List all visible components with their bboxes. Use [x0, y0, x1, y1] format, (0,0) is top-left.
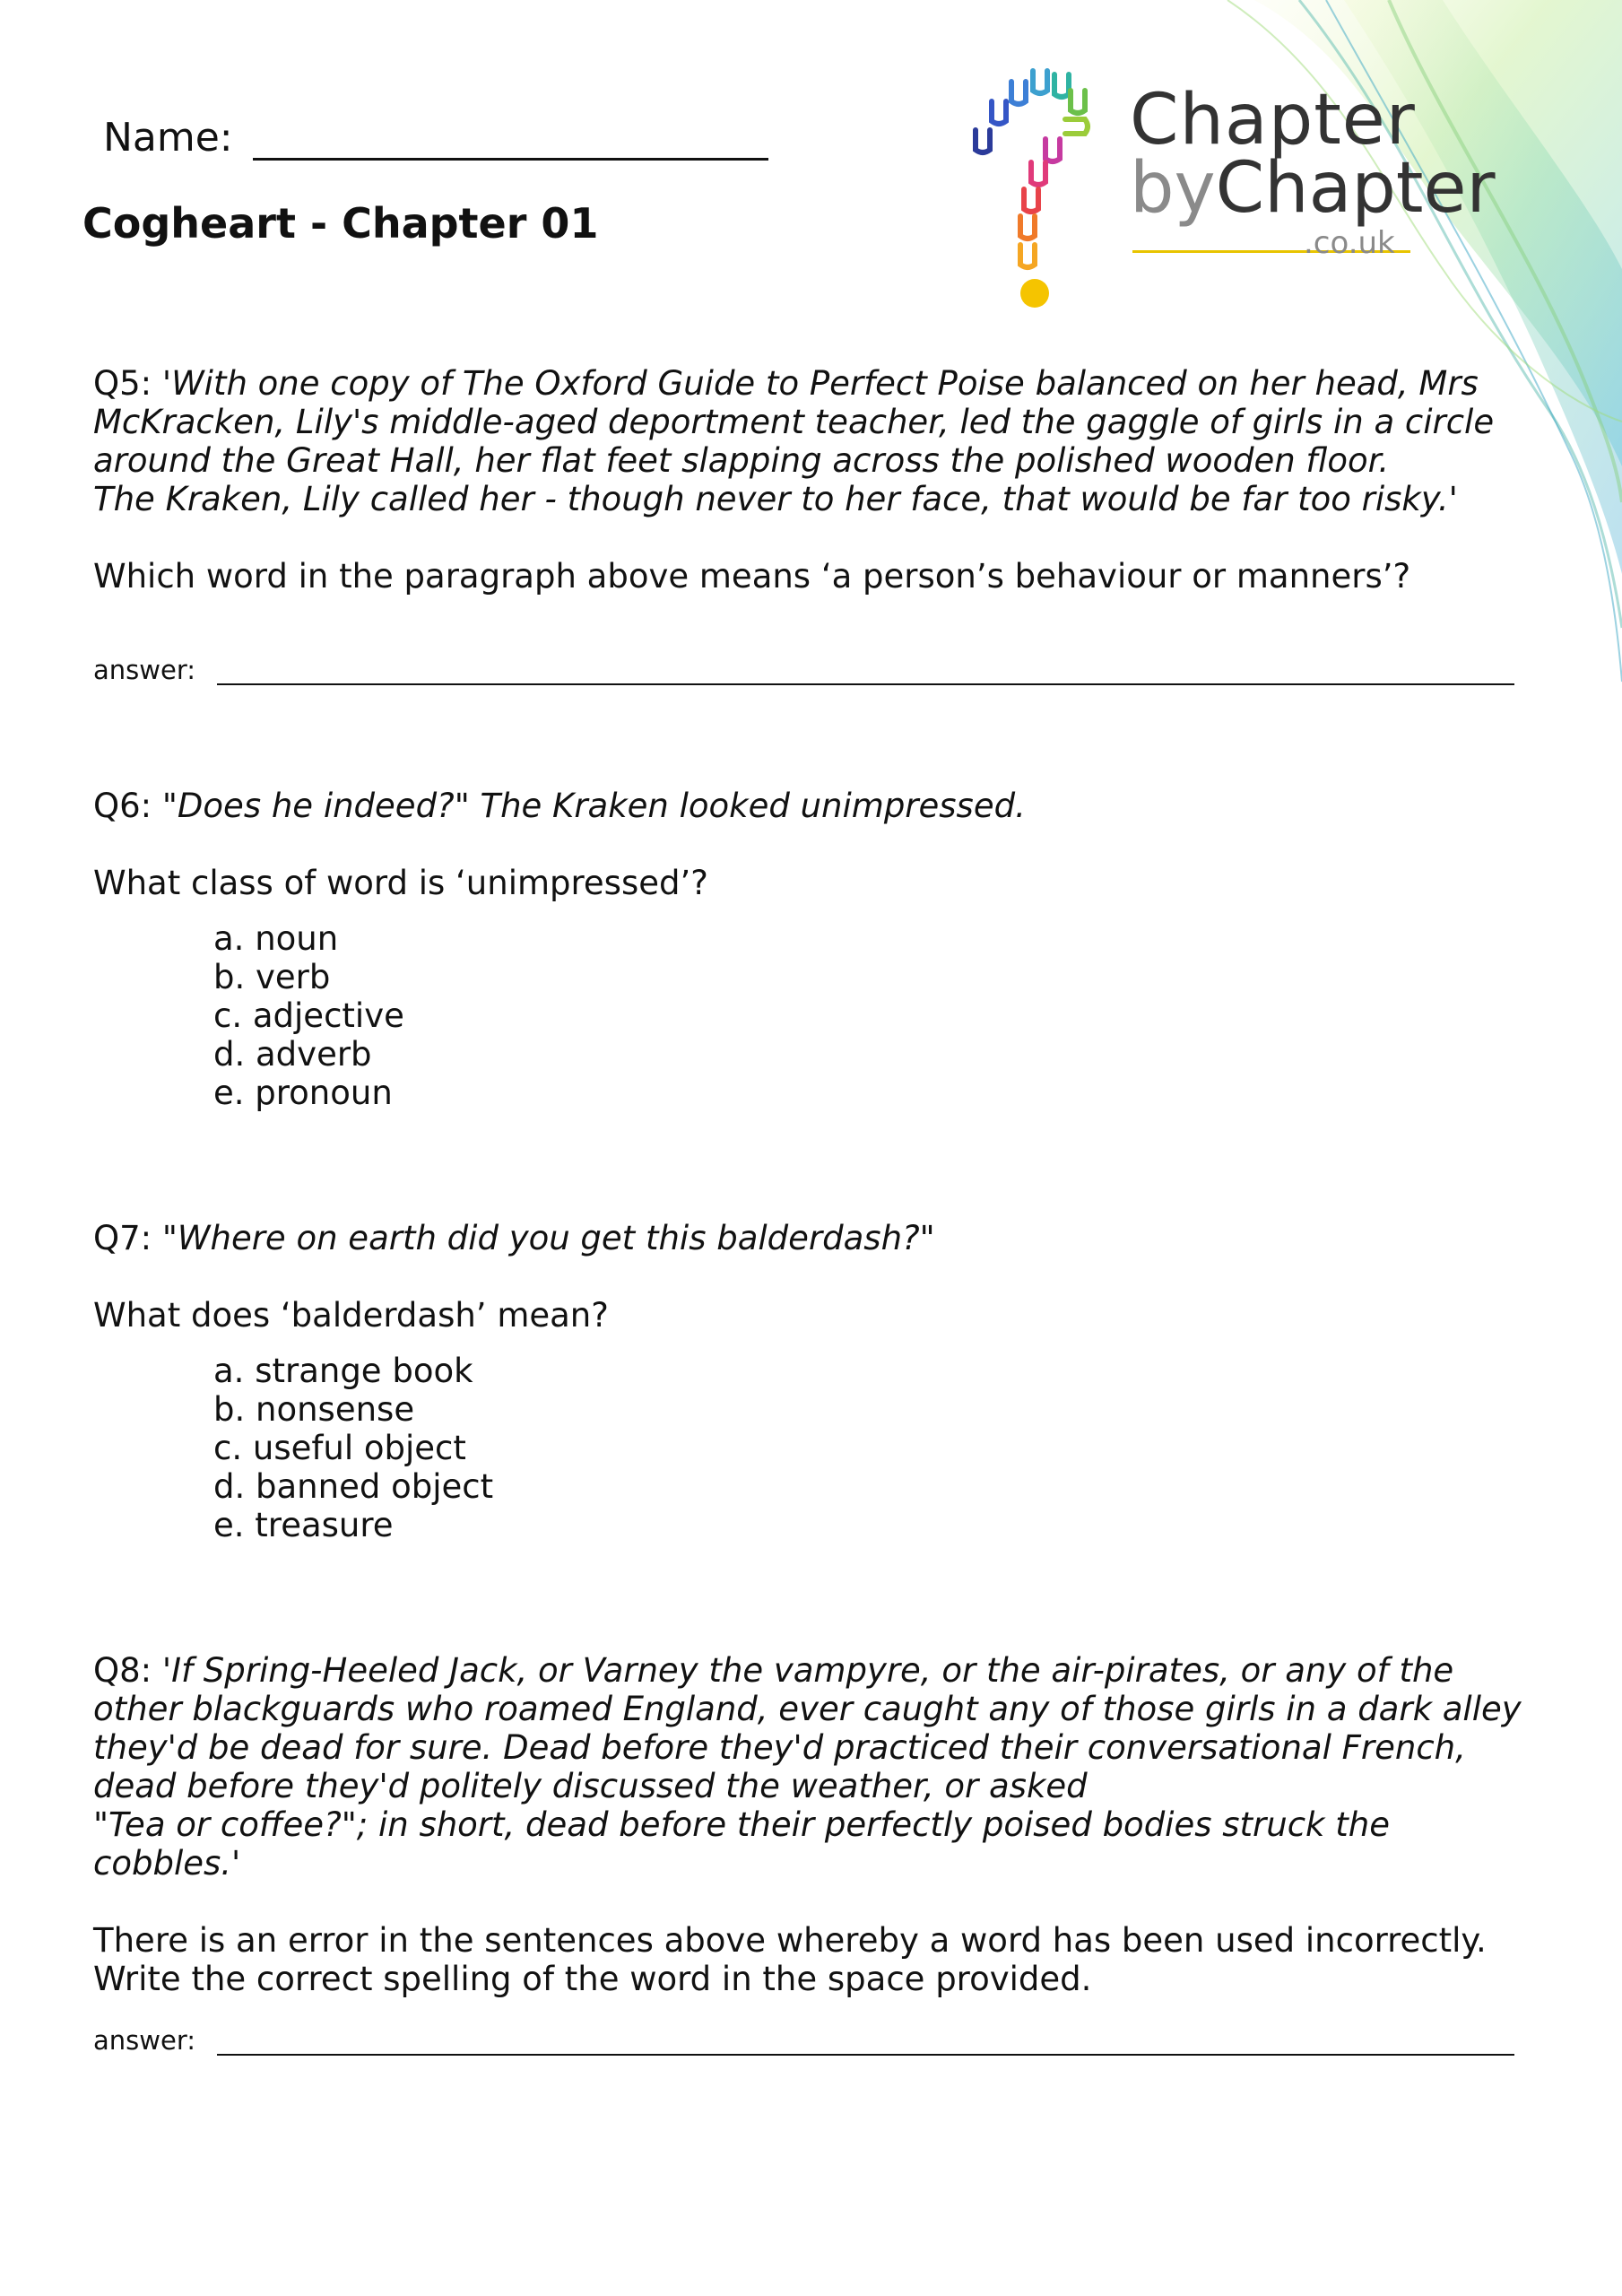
- options-list-q7: [213, 1352, 1546, 1544]
- question-quote: "Does he indeed?" The Kraken looked unimpressed.: [161, 787, 1026, 825]
- option-item[interactable]: c. adjective: [213, 996, 404, 1035]
- question-number: Q6:: [93, 787, 152, 825]
- question-q5: [93, 364, 1546, 596]
- option-item[interactable]: e. pronoun: [213, 1074, 393, 1112]
- question-quote: 'If Spring-Heeled Jack, or Varney the vampyre, or the air-pirates, or any of the other blackguards who roamed England, ever caught any of those girls in a dark alley they'd be dead for sure. Dead before they'd practiced their conversational French, dead before they'd politely discussed the weather, or asked "Tea or coffee?"; in short, dead before their perfectly poised bodies struck the cobbles.': [93, 1651, 1522, 1883]
- answer-label: answer:: [93, 655, 196, 685]
- option-item[interactable]: d. adverb: [213, 1035, 372, 1074]
- option-item[interactable]: b. nonsense: [213, 1390, 415, 1429]
- question-q8: [93, 1651, 1546, 1998]
- answer-field-q5[interactable]: [217, 657, 1514, 685]
- chapter-by-chapter-logo: [959, 49, 1533, 318]
- question-number: Q5:: [93, 364, 152, 403]
- option-item[interactable]: d. banned object: [213, 1467, 494, 1506]
- name-row: [103, 115, 768, 161]
- question-number: Q7:: [93, 1219, 152, 1257]
- answer-label: answer:: [93, 2025, 196, 2056]
- option-item[interactable]: a. strange book: [213, 1352, 473, 1390]
- option-item[interactable]: c. useful object: [213, 1429, 466, 1467]
- question-prompt: Which word in the paragraph above means ‘a person’s behaviour or manners’?: [93, 557, 1411, 596]
- logo-chapter-text: Chapter: [1130, 80, 1416, 161]
- logo-wordmark: [1130, 80, 1496, 229]
- question-prompt: What class of word is ‘unimpressed’?: [93, 864, 708, 902]
- name-label: Name:: [103, 115, 233, 161]
- answer-field-q8[interactable]: [217, 2027, 1514, 2056]
- question-q6: [93, 787, 1546, 1112]
- logo-by-text: by: [1130, 148, 1216, 229]
- name-field[interactable]: [253, 118, 768, 161]
- question-mark-books-icon: [959, 49, 1121, 318]
- question-prompt: What does ‘balderdash’ mean?: [93, 1296, 609, 1335]
- answer-row-q5: [93, 655, 1514, 685]
- option-item[interactable]: a. noun: [213, 919, 339, 958]
- options-list-q6: [213, 919, 1546, 1112]
- question-quote: "Where on earth did you get this balderdash?": [161, 1219, 935, 1257]
- answer-row-q8: [93, 2025, 1514, 2056]
- logo-chapter-text-2: Chapter: [1215, 148, 1496, 229]
- question-q7: [93, 1219, 1546, 1544]
- page-title: Cogheart - Chapter 01: [82, 199, 599, 248]
- question-quote: 'With one copy of The Oxford Guide to Perfect Poise balanced on her head, Mrs McKracken, Lily's middle-aged deportment teacher, led the gaggle of girls in a circle around the Great Hall, her flat feet slapping across the polished wooden floor. The Kraken, Lily called her - though never to her face, that would be far too risky.': [93, 364, 1495, 518]
- question-prompt: There is an error in the sentences above whereby a word has been used incorrectly. Write the correct spelling of the word in the space provided.: [93, 1921, 1487, 1998]
- option-item[interactable]: e. treasure: [213, 1506, 394, 1544]
- question-number: Q8:: [93, 1651, 152, 1690]
- option-item[interactable]: b. verb: [213, 958, 331, 996]
- logo-domain: .co.uk: [1304, 225, 1395, 261]
